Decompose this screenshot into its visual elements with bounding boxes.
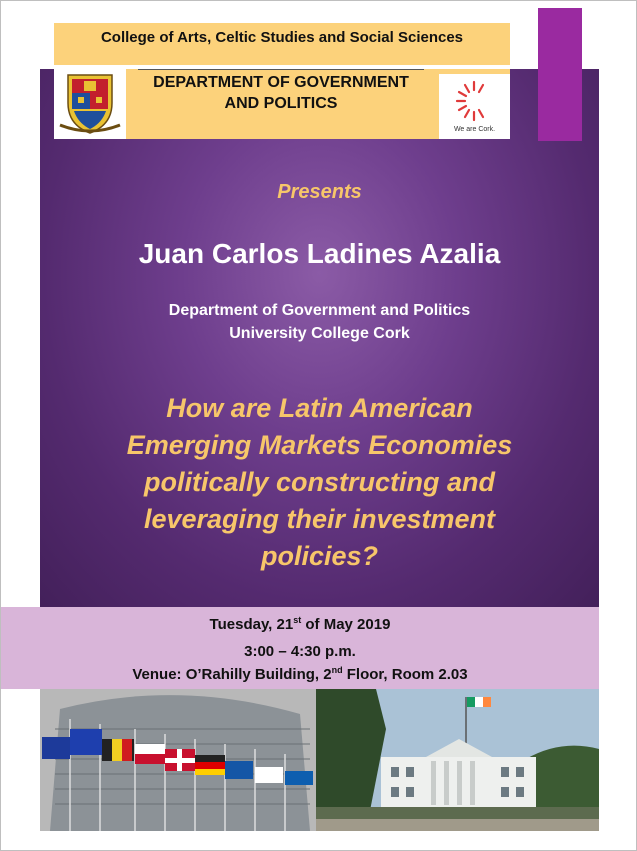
cork-logo-text: We are Cork.: [453, 126, 496, 133]
date-month-year: of May 2019: [301, 616, 391, 633]
magenta-accent-bar: [538, 8, 582, 141]
talk-title-line: Emerging Markets Economies: [126, 430, 513, 460]
speaker-name: Juan Carlos Ladines Azalia: [138, 238, 501, 269]
parliament-flags-photo: [40, 689, 316, 831]
event-venue: [1, 665, 599, 683]
talk-title-line: policies?: [260, 541, 379, 571]
talk-title-line: politically constructing and: [143, 467, 496, 497]
government-building-illustration: [316, 689, 599, 831]
presents-label: Presents: [277, 181, 362, 203]
we-are-cork-logo: [439, 74, 510, 139]
department-header: [54, 69, 510, 139]
date-text: Tuesday, 21: [209, 616, 294, 633]
crest-icon: [54, 69, 126, 139]
department-divider: [138, 69, 424, 70]
cork-c-icon: [439, 74, 510, 122]
department-title-line2: AND POLITICS: [224, 95, 338, 112]
college-name: College of Arts, Celtic Studies and Social Sciences: [100, 29, 464, 46]
department-title: [138, 72, 424, 114]
event-date: [1, 615, 599, 633]
affiliation-university: University College Cork: [229, 325, 410, 342]
event-details-band: [1, 607, 599, 689]
ucc-crest-logo: [54, 69, 126, 139]
venue-text: Venue: O’Rahilly Building, 2: [132, 666, 332, 683]
date-ordinal: st: [293, 615, 302, 625]
affiliation-department: Department of Government and Politics: [168, 302, 471, 319]
talk-title-line: leveraging their investment: [143, 504, 496, 534]
talk-title-line: How are Latin American: [166, 393, 473, 423]
event-time: 3:00 – 4:30 p.m.: [244, 643, 356, 660]
speaker-affiliation: [40, 299, 599, 345]
department-title-line1: DEPARTMENT OF GOVERNMENT: [153, 74, 409, 91]
parliament-flags-illustration: [40, 689, 316, 831]
college-header: [54, 23, 510, 65]
venue-floor-ordinal: nd: [331, 665, 343, 675]
venue-room: Floor, Room 2.03: [342, 666, 468, 683]
talk-title: [80, 390, 559, 575]
white-house-flag-photo: [316, 689, 599, 831]
